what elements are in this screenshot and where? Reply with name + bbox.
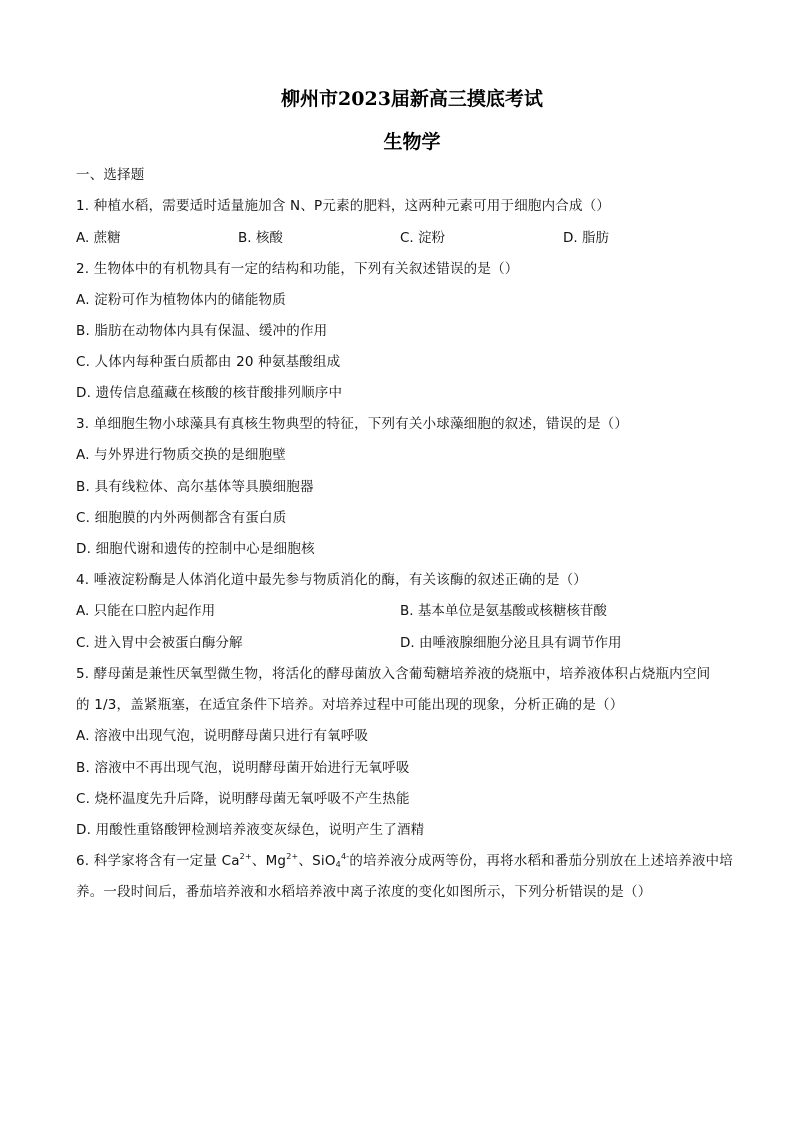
question-5-stem-line2: 的 1/3，盖紧瓶塞，在适宜条件下培养。对培养过程中可能出现的现象，分析正确的是（）: [76, 697, 624, 713]
q4-option-c: C. 进入胃中会被蛋白酶分解: [76, 635, 243, 651]
q4-option-d: D. 由唾液腺细胞分泌且具有调节作用: [400, 635, 622, 651]
exam-title: 柳州市2023届新高三摸底考试: [281, 88, 543, 110]
q2-option-b: B. 脂肪在动物体内具有保温、缓冲的作用: [76, 323, 328, 339]
q6-ion3-subscript: 4: [335, 860, 341, 869]
question-6-stem-line1: [76, 851, 733, 871]
q6-ion3-charge: 4-: [340, 852, 350, 861]
q3-option-a: A. 与外界进行物质交换的是细胞壁: [76, 447, 286, 463]
q2-option-a: A. 淀粉可作为植物体内的储能物质: [76, 292, 286, 308]
q2-option-d: D. 遗传信息蕴藏在核酸的核苷酸排列顺序中: [76, 385, 343, 401]
q4-option-b: B. 基本单位是氨基酸或核糖核苷酸: [400, 603, 607, 619]
question-1-stem: 1. 种植水稻，需要适时适量施加含 N、P元素的肥料，这两种元素可用于细胞内合成（）: [76, 198, 611, 214]
q5-option-a: A. 溶液中出现气泡，说明酵母菌只进行有氧呼吸: [76, 728, 369, 744]
q6-ion1-charge: 2+: [239, 852, 252, 861]
q4-option-a: A. 只能在口腔内起作用: [76, 603, 216, 619]
question-5-stem-line1: 5. 酵母菌是兼性厌氧型微生物，将活化的酵母菌放入含葡萄糖培养液的烧瓶中，培养液体积占烧瓶内空间: [76, 666, 711, 682]
q6-sep2: 、SiO: [298, 853, 336, 869]
q2-option-c: C. 人体内每种蛋白质都由 20 种氨基酸组成: [76, 354, 341, 370]
q6-stem-rest: 的培养液分成两等份，再将水稻和番茄分别放在上述培养液中培: [349, 853, 733, 869]
q5-option-b: B. 溶液中不再出现气泡，说明酵母菌开始进行无氧呼吸: [76, 760, 410, 776]
q3-option-d: D. 细胞代谢和遗传的控制中心是细胞核: [76, 541, 315, 557]
q1-option-a: A. 蔗糖: [76, 230, 121, 246]
q3-option-c: C. 细胞膜的内外两侧都含有蛋白质: [76, 510, 287, 526]
q6-ion2-charge: 2+: [286, 852, 299, 861]
question-4-stem: 4. 唾液淀粉酶是人体消化道中最先参与物质消化的酶，有关该酶的叙述正确的是（）: [76, 572, 587, 588]
q5-option-c: C. 烧杯温度先升后降，说明酵母菌无氧呼吸不产生热能: [76, 791, 410, 807]
question-6-stem-line2: 养。一段时间后，番茄培养液和水稻培养液中离子浓度的变化如图所示，下列分析错误的是（）: [76, 884, 652, 900]
q1-option-d: D. 脂肪: [563, 230, 609, 246]
q6-sep1: 、Mg: [251, 853, 287, 869]
question-2-stem: 2. 生物体中的有机物具有一定的结构和功能，下列有关叙述错误的是（）: [76, 261, 519, 277]
q1-option-c: C. 淀粉: [400, 230, 446, 246]
subject-title: 生物学: [383, 131, 441, 153]
q3-option-b: B. 具有线粒体、高尔基体等具膜细胞器: [76, 479, 314, 495]
section-heading: 一、选择题: [76, 167, 145, 183]
q1-option-b: B. 核酸: [238, 230, 283, 246]
q5-option-d: D. 用酸性重铬酸钾检测培养液变灰绿色，说明产生了酒精: [76, 822, 425, 838]
question-3-stem: 3. 单细胞生物小球藻具有真核生物典型的特征，下列有关小球藻细胞的叙述，错误的是（）: [76, 416, 629, 432]
q6-stem-prefix: 6. 科学家将含有一定量 Ca: [76, 853, 240, 869]
